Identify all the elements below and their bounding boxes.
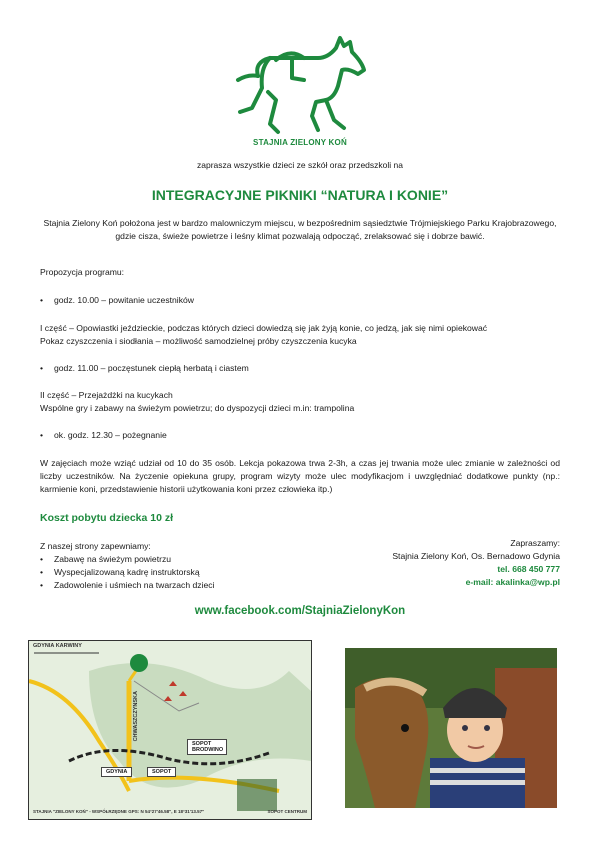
contact-greeting: Zapraszamy: [510, 538, 560, 548]
map-label-gdynia: GDYNIA [101, 767, 132, 777]
brand-name: STAJNIA ZIELONY KOŃ [253, 138, 347, 147]
part1-line1: I część – Opowiastki jeździeckie, podczas których dzieci dowiedzą się jak żyją konie, co jedzą, jak się nimi opiekować [40, 323, 488, 333]
offer-list [40, 540, 300, 592]
program-label: Propozycja programu: [40, 267, 125, 277]
part1-line2: Pokaz czyszczenia i siodłania – możliwość samodzielnej próby czyszczenia kucyka [40, 336, 357, 346]
contact-address: Stajnia Zielony Koń, Os. Bernadowo Gdynia [392, 551, 560, 561]
program-bullet-1: • godz. 10.00 – powitanie uczestników [40, 294, 565, 307]
location-map [28, 640, 312, 820]
program-bullet-3: • ok. godz. 12.30 – pożegnanie [40, 429, 565, 442]
part2-line1: II część – Przejażdżki na kucykach [40, 390, 173, 400]
info-paragraph: W zajęciach może wziąć udział od 10 do 35 osób. Lekcja pokazowa trwa 2-3h, a czas jej trwania może ulec zmianie w zależności od liczby uczestników. Na życzenie opiekuna grupy, program wizyty może ulec modyfikacjom i uwzględniać dodatkowe punkty (np.: karmienie koni, przedstawienie historii użytkowania koni przez człowieka itp.) [40, 458, 560, 494]
offer-label: Z naszej strony zapewniamy: [40, 541, 151, 551]
offer-item: • Zadowolenie i uśmiech na twarzach dzieci [40, 579, 300, 592]
map-label-brodwino: SOPOT BRODWINO [187, 739, 227, 755]
offer-item: • Wyspecjalizowaną kadrę instruktorską [40, 566, 300, 579]
map-label-sopot-centrum: SOPOT CENTRUM [267, 809, 307, 814]
program-bullet-2: • godz. 11.00 – poczęstunek ciepłą herbatą i ciastem [40, 362, 565, 375]
map-drawing [29, 641, 311, 819]
map-road-label: CHWASZCZYNSKA [133, 691, 139, 742]
contact-block [310, 537, 560, 589]
cost-heading: Koszt pobytu dziecka 10 zł [40, 512, 174, 524]
map-label-karwiny: GDYNIA KARWINY [33, 643, 82, 649]
horse-logo-icon [230, 28, 370, 150]
offer-item: • Zabawę na świeżym powietrzu [40, 553, 300, 566]
child-with-pony-photo [345, 648, 557, 808]
intro-paragraph: Stajnia Zielony Koń położona jest w bardzo malowniczym miejscu, w bezpośrednim sąsiedztwie Trójmiejskiego Parku Krajobrazowego, gdzie cisza, świeże powietrze i leśny klimat pozwalają odpocząć, zrelaksować się i dobrze bawić. [43, 218, 557, 241]
part2-line2: Wspólne gry i zabawy na świeżym powietrzu; do dyspozycji dzieci m.in: trampolina [40, 403, 355, 413]
facebook-link[interactable]: www.facebook.com/StajniaZielonyKon [194, 605, 406, 617]
map-gps-caption: STAJNIA "ZIELONY KOŃ" - WSPÓŁRZĘDNE GPS: N 54°27'46.58", E 18°31'13.57" [33, 809, 205, 814]
contact-phone[interactable]: tel. 668 450 777 [497, 564, 560, 574]
page-title: INTEGRACYJNE PIKNIKI “NATURA I KONIE” [151, 187, 449, 203]
contact-email[interactable]: e-mail: akalinka@wp.pl [465, 577, 560, 587]
invite-line: zaprasza wszystkie dzieci ze szkół oraz przedszkoli na [197, 160, 403, 170]
map-label-sopot: SOPOT [147, 767, 176, 777]
